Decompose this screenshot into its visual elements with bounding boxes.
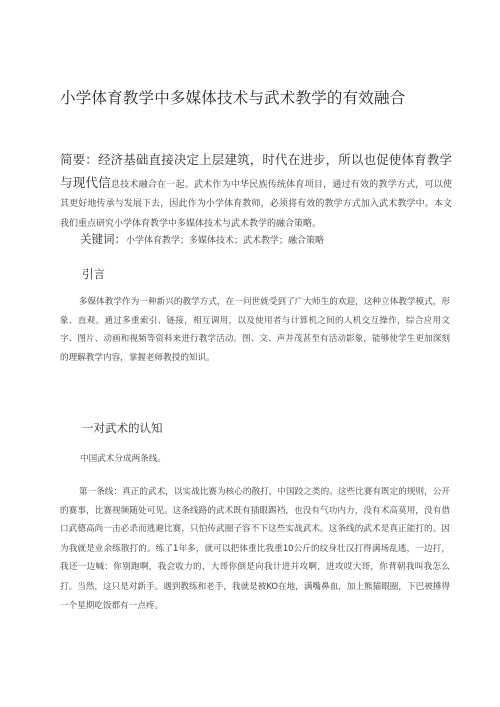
- intro-paragraph: 多媒体教学作为一种新兴的教学方式，在一问世就受到了广大师生的欢迎，这种立体教学模式，形象、直观。通过多重索引、链接，相互调用，以及使用者与计算机之间的人机交互操作，综合应用文字、图片、动画和视频等资料来进行教学活动。图、文、声并茂甚至有活动影象，能够使学生更加深刻的理解教学内容，掌握老师教授的知识。: [60, 297, 450, 363]
- wushu-paragraph-2-ko: KO: [266, 580, 279, 591]
- wushu-paragraph-2-text-c: 公斤的纹身壮汉打得满场乱逃，一边打，我还一边喊：你别跑啊，我会收力的，大哥你倒是向我计进并攻啊，进攻哎大哥，你背朝我叫我怎么打。当然，这只是对新手。遇到教练和老手，我就是被: [60, 543, 450, 592]
- section-heading-intro: 引言: [82, 267, 105, 281]
- wushu-paragraph-2-num-1: 1: [173, 542, 179, 553]
- keywords-label: 关键词：: [80, 232, 126, 246]
- abstract: [60, 150, 452, 234]
- wushu-paragraph-1: 中国武术分成两条线。: [80, 454, 166, 464]
- abstract-label: 简要：: [60, 152, 98, 167]
- abstract-lead: 经济基础直接决定上层建筑，时代在进步，所以也促使体育教学与现代信: [60, 152, 452, 190]
- wushu-paragraph-2-text-a: 第一条线：真正的武术，以实战比赛为核心的散打，中国跤之类的。这些比赛有既定的规则，公开的赛事，比赛视频随处可见。这条线路的武术既有插眼踢裆，也没有气功内力，没有术高莫用，没有借口武德高尚一击必杀而逃避比赛，只怕传武圈子容不下这些实战武术。这条线的武术是真正能打的。因为我就是业余练散打的。练了: [60, 487, 450, 554]
- wushu-paragraph-2-text-d: 在地，满嘴鼻血，加上熊猫眼圈，下巴被捶得一个星期吃饭都有一点疼。: [60, 581, 450, 611]
- keywords: [80, 230, 460, 250]
- document-title: 小学体育教学中多媒体技术与武术教学的有效融合: [60, 89, 406, 107]
- section-heading-wushu: 一对武术的认知: [82, 421, 163, 435]
- wushu-paragraph-2: [60, 483, 450, 615]
- wushu-paragraph-2-num-2: 10: [282, 542, 294, 553]
- abstract-body: 息技术融合在一起。武术作为中华民族传统体育项目，通过有效的教学方式，可以使其更好地传承与发展下去，因此作为小学体育教师，必须将有效的教学方式加入武术教学中。本文我们重点研究小学体育教学中多媒体技术与武术教学的融合策略。: [60, 179, 452, 229]
- wushu-paragraph-2-text-b: 年多，就可以把体重比我重: [178, 543, 283, 554]
- keywords-value: 小学体育教学；多媒体技术；武术教学；融合策略: [126, 236, 325, 246]
